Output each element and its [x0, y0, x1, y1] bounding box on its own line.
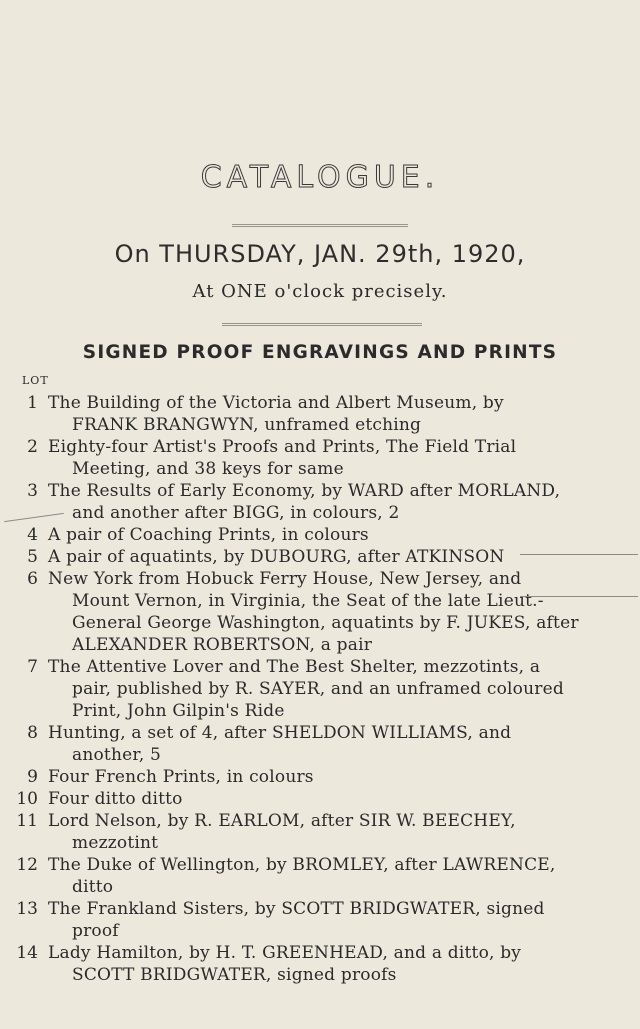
lot-description	[48, 766, 578, 788]
lot-description	[48, 546, 578, 568]
lot-line: FRANK BRANGWYN, unframed etching	[72, 415, 422, 435]
lot-line: Hunting, a set of 4, after SHELDON WILLIAMS, and	[48, 723, 512, 743]
lot-line: The Results of Early Economy, by WARD after MORLAND,	[48, 481, 561, 501]
lot-line: another, 5	[72, 745, 162, 765]
lot-description	[48, 810, 578, 854]
lot-item	[0, 854, 640, 898]
lot-description	[48, 722, 578, 766]
lot-line: SCOTT BRIDGWATER, signed proofs	[72, 965, 397, 985]
lot-line: A pair of aquatints, by DUBOURG, after ATKINSON	[48, 547, 505, 567]
lot-column-label: LOT	[22, 374, 49, 387]
lot-item	[0, 436, 640, 480]
lot-item	[0, 392, 640, 436]
lot-line: Four French Prints, in colours	[48, 767, 314, 787]
lot-line: The Attentive Lover and The Best Shelter, mezzotints, a	[48, 657, 541, 677]
lot-item	[0, 788, 640, 810]
lot-line: ditto	[72, 877, 114, 897]
lot-description	[48, 656, 578, 722]
lot-line: and another after BIGG, in colours, 2	[72, 503, 400, 523]
section-heading: SIGNED PROOF ENGRAVINGS AND PRINTS	[82, 342, 558, 363]
lot-description	[48, 392, 578, 436]
lot-list	[0, 392, 640, 986]
lot-number: 9	[27, 767, 38, 787]
lot-line: Eighty-four Artist's Proofs and Prints, The Field Trial	[48, 437, 517, 457]
page-title: CATALOGUE.	[200, 160, 440, 195]
lot-description	[48, 524, 578, 546]
sale-time: At ONE o'clock precisely.	[192, 281, 448, 302]
lot-item	[0, 568, 640, 656]
lot-line: Four ditto ditto	[48, 789, 183, 809]
lot-number: 12	[16, 855, 38, 875]
lot-line: Lady Hamilton, by H. T. GREENHEAD, and a ditto, by	[48, 943, 522, 963]
lot-item	[0, 942, 640, 986]
lot-line: pair, published by R. SAYER, and an unframed coloured	[72, 679, 564, 699]
lot-line: The Duke of Wellington, by BROMLEY, after LAWRENCE,	[48, 855, 556, 875]
lot-description	[48, 854, 578, 898]
lot-number: 8	[27, 723, 38, 743]
lot-item	[0, 722, 640, 766]
lot-item	[0, 810, 640, 854]
lot-line: A pair of Coaching Prints, in colours	[48, 525, 369, 545]
lot-line: The Frankland Sisters, by SCOTT BRIDGWATER, signed	[48, 899, 545, 919]
lot-number: 7	[27, 657, 38, 677]
lot-description	[48, 568, 578, 656]
lot-item	[0, 656, 640, 722]
title-divider	[232, 224, 408, 227]
lot-line: Meeting, and 38 keys for same	[72, 459, 344, 479]
lot-line: Lord Nelson, by R. EARLOM, after SIR W. BEECHEY,	[48, 811, 516, 831]
lot-item	[0, 898, 640, 942]
lot-description	[48, 436, 578, 480]
lot-number: 10	[16, 789, 38, 809]
lot-number: 5	[27, 547, 38, 567]
lot-number: 4	[27, 525, 38, 545]
pencil-strike-mark	[520, 596, 638, 597]
lot-number: 13	[16, 899, 38, 919]
lot-description	[48, 942, 578, 986]
lot-number: 2	[27, 437, 38, 457]
lot-description	[48, 898, 578, 942]
lot-item	[0, 546, 640, 568]
lot-item	[0, 766, 640, 788]
lot-number: 6	[27, 569, 38, 589]
lot-item	[0, 524, 640, 546]
lot-description	[48, 480, 578, 524]
lot-item	[0, 480, 640, 524]
lot-number: 14	[16, 943, 38, 963]
lot-line: proof	[72, 921, 119, 941]
pencil-strike-mark	[520, 554, 638, 555]
sale-date: On THURSDAY, JAN. 29th, 1920,	[114, 240, 526, 268]
lot-number: 11	[16, 811, 38, 831]
lot-number: 1	[27, 393, 38, 413]
lot-line: Mount Vernon, in Virginia, the Seat of the late Lieut.-	[72, 591, 544, 611]
lot-line: Print, John Gilpin's Ride	[72, 701, 285, 721]
lot-line: New York from Hobuck Ferry House, New Jersey, and	[48, 569, 522, 589]
lot-number: 3	[27, 481, 38, 501]
lot-line: mezzotint	[72, 833, 159, 853]
lot-line: ALEXANDER ROBERTSON, a pair	[72, 635, 373, 655]
lot-line: The Building of the Victoria and Albert Museum, by	[48, 393, 504, 413]
lot-line: General George Washington, aquatints by F. JUKES, after	[72, 613, 579, 633]
lot-description	[48, 788, 578, 810]
date-divider	[222, 323, 422, 326]
